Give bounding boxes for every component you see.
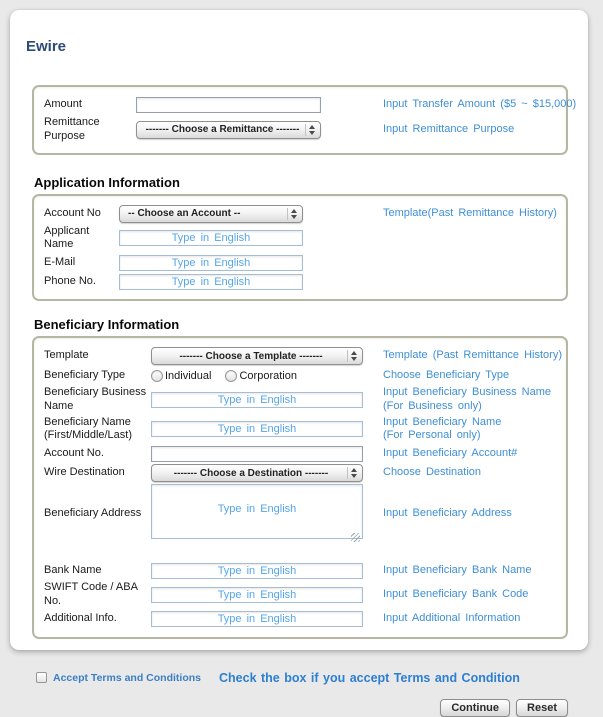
select-stepper-icon xyxy=(309,122,315,138)
email-row xyxy=(44,254,556,271)
template-helper: Template (Past Remittance History) xyxy=(383,349,562,362)
swift-code-helper: Input Beneficiary Bank Code xyxy=(383,587,529,600)
applicant-name-row xyxy=(44,225,556,253)
additional-info-helper: Input Additional Information xyxy=(383,612,521,625)
application-heading: Application Information xyxy=(34,174,180,190)
select-stepper-icon xyxy=(351,348,357,364)
account-no-row xyxy=(44,205,556,223)
beneficiary-name-helper: Input Beneficiary Name (For Personal only) xyxy=(383,415,502,442)
button-row xyxy=(30,699,568,717)
beneficiary-address-textarea[interactable] xyxy=(151,484,363,539)
email-label: E-Mail xyxy=(44,255,76,268)
business-name-row xyxy=(44,386,556,414)
beneficiary-address-helper: Input Beneficiary Address xyxy=(383,507,512,520)
applicant-name-label: Applicant Name xyxy=(44,224,90,251)
phone-label: Phone No. xyxy=(44,274,96,287)
beneficiary-type-label: Beneficiary Type xyxy=(44,368,126,381)
additional-info-row xyxy=(44,611,556,628)
swift-code-label: SWIFT Code / ABA No. xyxy=(44,581,138,607)
select-stepper-icon xyxy=(291,206,297,222)
amount-row xyxy=(44,96,577,114)
continue-button[interactable]: Continue xyxy=(440,699,510,717)
wire-destination-select[interactable]: ------- Choose a Destination ------- xyxy=(151,464,363,482)
amount-input[interactable] xyxy=(136,97,321,113)
beneficiary-heading: Beneficiary Information xyxy=(34,317,180,332)
remittance-purpose-row xyxy=(44,116,556,144)
beneficiary-account-row xyxy=(44,445,556,462)
accept-terms-label[interactable]: Accept Terms and Conditions xyxy=(53,671,201,684)
beneficiary-address-label: Beneficiary Address xyxy=(44,507,142,520)
wire-destination-row xyxy=(44,464,556,482)
account-no-label: Account No xyxy=(44,206,101,219)
business-name-input[interactable] xyxy=(151,392,363,408)
additional-info-input[interactable] xyxy=(151,611,363,627)
beneficiary-type-row xyxy=(44,367,556,384)
beneficiary-account-label: Account No. xyxy=(44,446,104,459)
additional-info-label: Additional Info. xyxy=(44,612,117,625)
amount-label: Amount xyxy=(44,98,82,111)
beneficiary-type-radio-corporation[interactable]: Corporation xyxy=(225,370,296,382)
template-row xyxy=(44,347,562,365)
phone-input[interactable] xyxy=(119,274,303,290)
radio-icon[interactable] xyxy=(151,370,163,382)
remittance-purpose-label: Remittance Purpose xyxy=(44,116,100,142)
account-no-select[interactable]: -- Choose an Account -- xyxy=(119,205,303,223)
template-select[interactable]: ------- Choose a Template ------- xyxy=(151,347,363,365)
account-no-helper: Template(Past Remittance History) xyxy=(383,206,557,219)
bank-name-label: Bank Name xyxy=(44,563,102,576)
template-label: Template xyxy=(44,349,89,362)
beneficiary-account-input[interactable] xyxy=(151,446,363,462)
beneficiary-account-helper: Input Beneficiary Account# xyxy=(383,446,518,459)
beneficiary-section xyxy=(32,336,568,639)
beneficiary-type-helper: Choose Beneficiary Type xyxy=(383,368,510,381)
application-section xyxy=(32,194,568,302)
wire-destination-label: Wire Destination xyxy=(44,466,125,479)
remittance-purpose-helper: Input Remittance Purpose xyxy=(383,122,515,135)
beneficiary-address-row xyxy=(44,484,556,544)
page-card xyxy=(10,10,588,714)
applicant-name-input[interactable] xyxy=(119,230,303,246)
wire-destination-helper: Choose Destination xyxy=(383,466,482,479)
beneficiary-name-row xyxy=(44,416,556,444)
bank-name-row xyxy=(44,562,556,579)
remittance-purpose-select[interactable]: ------- Choose a Remittance ------- xyxy=(136,121,321,139)
business-name-helper: Input Beneficiary Business Name (For Business only) xyxy=(383,386,552,412)
swift-code-input[interactable] xyxy=(151,587,363,603)
phone-row xyxy=(44,273,556,290)
amount-helper: Input Transfer Amount ($5 ~ $15,000) xyxy=(383,98,577,111)
transfer-section xyxy=(32,85,577,155)
swift-code-row xyxy=(44,581,556,609)
bank-name-input[interactable] xyxy=(151,563,363,579)
radio-icon[interactable] xyxy=(225,370,237,382)
beneficiary-type-radio-individual[interactable]: Individual xyxy=(151,370,211,382)
spacer xyxy=(44,546,556,560)
reset-button[interactable]: Reset xyxy=(516,699,568,717)
accept-terms-checkbox[interactable] xyxy=(36,672,47,683)
page-title: Ewire xyxy=(26,38,67,55)
bank-name-helper: Input Beneficiary Bank Name xyxy=(383,563,532,576)
resize-grip-icon[interactable] xyxy=(351,533,360,542)
beneficiary-name-label: Beneficiary Name (First/Middle/Last) xyxy=(44,415,133,442)
business-name-label: Beneficiary Business Name xyxy=(44,386,147,412)
beneficiary-name-input[interactable] xyxy=(151,421,363,437)
email-input[interactable] xyxy=(119,255,303,271)
terms-instruction: Check the box if you accept Terms and Condition xyxy=(219,670,520,685)
terms-row xyxy=(36,671,568,685)
select-stepper-icon xyxy=(351,465,357,481)
